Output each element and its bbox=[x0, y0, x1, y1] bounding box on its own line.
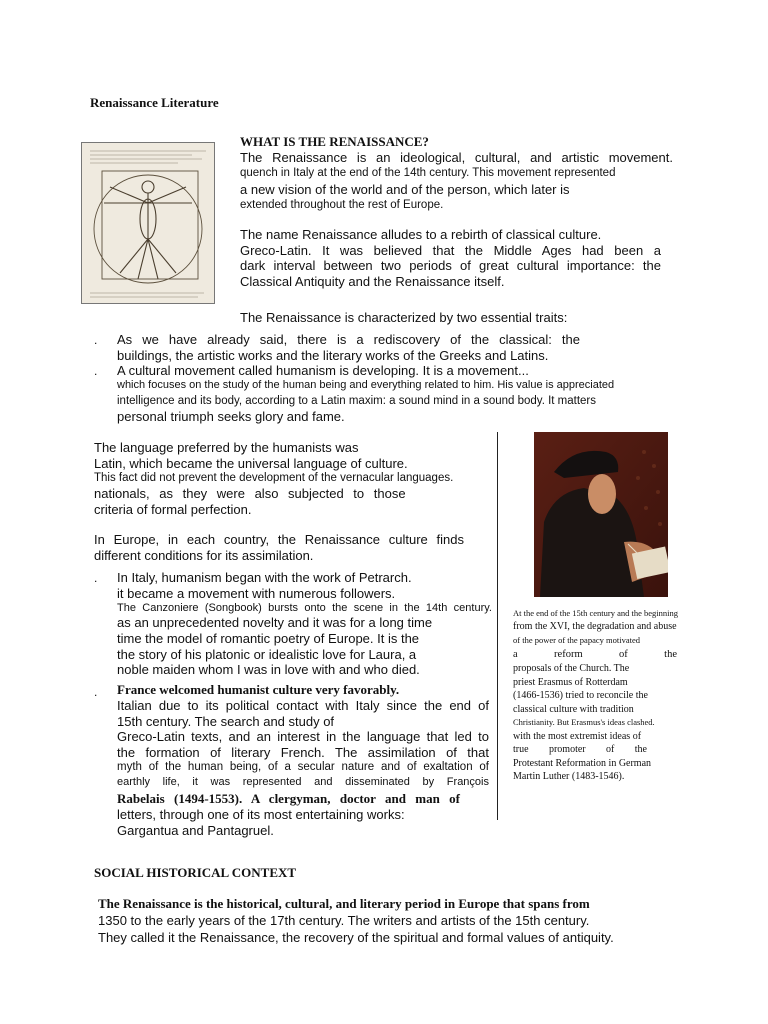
caption-line: Christianity. But Erasmus's ideas clashed. bbox=[513, 717, 655, 727]
intro-p2-line: Classical Antiquity and the Renaissance itself. bbox=[240, 273, 505, 289]
caption-line: from the XVI, the degradation and abuse bbox=[513, 621, 677, 632]
france-paragraph bbox=[117, 682, 489, 838]
vitruvian-man-image bbox=[81, 142, 215, 304]
bullet-humanism bbox=[117, 363, 677, 425]
bullet-line: intelligence and its body, according to a Latin maxim: a sound mind in a sound body. It matters bbox=[117, 395, 597, 407]
france-line: Italian due to its political contact with Italy since the end of bbox=[117, 698, 489, 713]
italy-line: it became a movement with numerous followers. bbox=[117, 585, 396, 601]
italy-line: as an unprecedented novelty and it was for a long time bbox=[117, 615, 433, 630]
language-line: criteria of formal perfection. bbox=[94, 502, 252, 517]
italy-line: the story of his platonic or idealistic love for Laura, a bbox=[117, 646, 417, 662]
intro-p2-line: The name Renaissance alludes to a rebirth of classical culture. bbox=[240, 227, 602, 242]
intro-p2-line: Greco-Latin. It was believed that the Middle Ages had been a bbox=[240, 242, 661, 258]
erasmus-portrait-image bbox=[534, 432, 668, 597]
caption-line: of the power of the papacy motivated bbox=[513, 635, 640, 645]
intro-heading: WHAT IS THE RENAISSANCE? bbox=[240, 134, 429, 149]
language-line: This fact did not prevent the development of the vernacular languages. bbox=[94, 472, 454, 484]
europe-line: different conditions for its assimilation. bbox=[94, 547, 314, 563]
bullet-classical bbox=[117, 332, 580, 364]
france-line: 15th century. The search and study of bbox=[117, 713, 335, 729]
bullet-line: which focuses on the study of the human being and everything related to him. His value is appreciated bbox=[117, 379, 615, 391]
france-line: Greco-Latin texts, and an interest in the language that led to bbox=[117, 729, 489, 744]
caption-line: with the most extremist ideas of bbox=[513, 730, 642, 742]
caption-line: priest Erasmus of Rotterdam bbox=[513, 676, 628, 688]
bullet-marker: . bbox=[94, 333, 98, 347]
social-line: The Renaissance is the historical, cultural, and literary period in Europe that spans from bbox=[98, 896, 590, 911]
europe-paragraph bbox=[94, 532, 464, 563]
portrait-caption bbox=[513, 606, 677, 784]
language-line: nationals, as they were also subjected to those bbox=[94, 486, 406, 501]
italy-line: The Canzoniere (Songbook) bursts onto the scene in the 14th century. bbox=[117, 602, 492, 614]
bullet-marker: . bbox=[94, 364, 98, 378]
france-line: earthly life, it was represented and disseminated by François bbox=[117, 776, 489, 788]
intro-p1-line: a new vision of the world and of the person, which later is bbox=[240, 182, 570, 197]
caption-line: At the end of the 15th century and the beginning bbox=[513, 608, 678, 618]
language-paragraph bbox=[94, 440, 484, 518]
france-line: myth of the human being, of a secular nature and of exaltation of bbox=[117, 761, 489, 773]
caption-line: (1466-1536) tried to reconcile the bbox=[513, 690, 648, 701]
italy-paragraph bbox=[117, 570, 492, 678]
intro-p2-line: dark interval between two periods of great cultural importance: the bbox=[240, 258, 661, 273]
bullet-line: As we have already said, there is a rediscovery of the classical: the bbox=[117, 332, 580, 347]
document-title: Renaissance Literature bbox=[90, 95, 219, 110]
social-context-heading: SOCIAL HISTORICAL CONTEXT bbox=[94, 865, 297, 880]
italy-line: noble maiden whom I was in love with and who died. bbox=[117, 662, 420, 677]
intro-p1-line: The Renaissance is an ideological, cultural, and artistic movement. bbox=[240, 150, 673, 165]
language-line: The language preferred by the humanists was bbox=[94, 440, 359, 455]
caption-line: proposals of the Church. The bbox=[513, 663, 630, 674]
italy-line: time the model of romantic poetry of Europe. It is the bbox=[117, 631, 420, 646]
bullet-marker: . bbox=[94, 685, 98, 699]
europe-line: In Europe, in each country, the Renaissance culture finds bbox=[94, 532, 464, 547]
france-line: Gargantua and Pantagruel. bbox=[117, 822, 274, 838]
social-line: 1350 to the early years of the 17th century. The writers and artists of the 15th century. bbox=[98, 913, 590, 928]
caption-line: Protestant Reformation in German bbox=[513, 757, 652, 769]
intro-p1-line: extended throughout the rest of Europe. bbox=[240, 199, 444, 211]
social-context-paragraph bbox=[98, 895, 658, 946]
caption-line: Martin Luther (1483-1546). bbox=[513, 771, 625, 782]
intro-paragraph-1 bbox=[240, 150, 673, 212]
intro-paragraph-3: The Renaissance is characterized by two essential traits: bbox=[240, 310, 568, 325]
france-line: the formation of literary French. The assimilation of that bbox=[117, 744, 489, 760]
bullet-line: personal triumph seeks glory and fame. bbox=[117, 409, 345, 424]
column-divider bbox=[497, 432, 498, 820]
intro-paragraph-2 bbox=[240, 227, 661, 289]
france-line: letters, through one of its most entertaining works: bbox=[117, 807, 405, 822]
bullet-line: A cultural movement called humanism is developing. It is a movement... bbox=[117, 363, 529, 378]
language-line: Latin, which became the universal language of culture. bbox=[94, 455, 408, 471]
social-line: They called it the Renaissance, the recovery of the spiritual and formal values of antiquity. bbox=[98, 930, 614, 945]
intro-p1-line: quench in Italy at the end of the 14th century. This movement represented bbox=[240, 167, 616, 179]
caption-line: classical culture with tradition bbox=[513, 703, 634, 715]
france-line: France welcomed humanist culture very favorably. bbox=[117, 682, 400, 697]
bullet-line: buildings, the artistic works and the literary works of the Greeks and Latins. bbox=[117, 348, 549, 363]
italy-line: In Italy, humanism began with the work of Petrarch. bbox=[117, 570, 412, 585]
caption-line: a reform of the bbox=[513, 649, 677, 660]
bullet-marker: . bbox=[94, 571, 98, 585]
caption-line: true promoter of the bbox=[513, 744, 647, 755]
france-line: Rabelais (1494-1553). A clergyman, doctor and man of bbox=[117, 791, 460, 806]
